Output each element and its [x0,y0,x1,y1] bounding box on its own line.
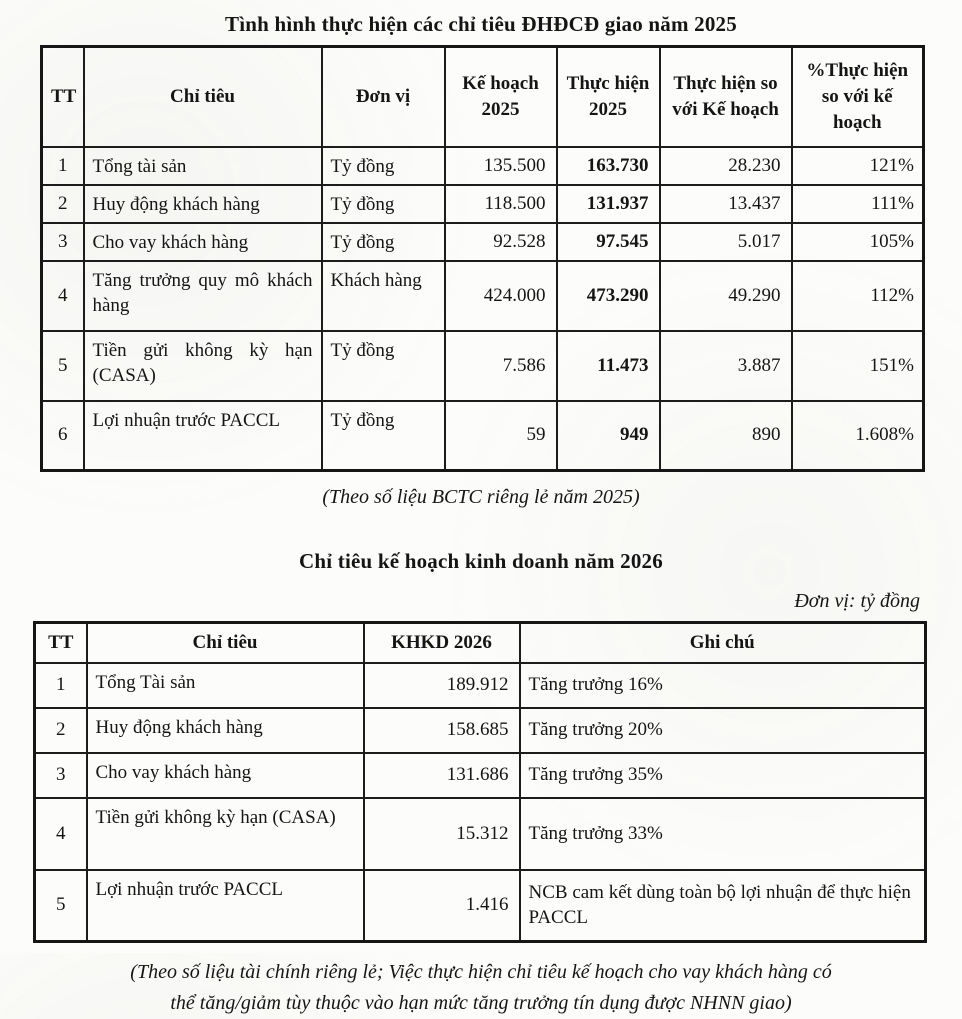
table-row [42,185,924,223]
table-row [35,708,926,753]
col-header-don-vi: Đơn vị [322,47,445,147]
row-index: 2 [35,708,87,753]
indicator-name: Huy động khách hàng [84,185,322,223]
plan-value: 7.586 [445,331,557,401]
delta-value: 28.230 [660,147,792,185]
targets-2025-table [40,45,925,472]
table1-source-note: (Theo số liệu BCTC riêng lẻ năm 2025) [322,486,640,508]
col-header-tt: TT [35,623,87,663]
col-header-tt: TT [42,47,84,147]
pct-value: 105% [792,223,924,261]
unit-cell: Tỷ đồng [322,401,445,471]
delta-value: 3.887 [660,331,792,401]
note-cell: NCB cam kết dùng toàn bộ lợi nhuận để thực hiện PACCL [520,870,926,942]
table-row [42,223,924,261]
note-cell: Tăng trưởng 35% [520,753,926,798]
unit-cell: Tỷ đồng [322,331,445,401]
delta-value: 890 [660,401,792,471]
delta-value: 5.017 [660,223,792,261]
plan-value: 15.312 [364,798,520,870]
row-index: 6 [42,401,84,471]
actual-value: 131.937 [557,185,660,223]
plan-value: 158.685 [364,708,520,753]
indicator-name: Tổng tài sản [84,147,322,185]
col-header-chi-tieu: Chỉ tiêu [87,623,364,663]
unit-cell: Tỷ đồng [322,223,445,261]
indicator-name: Lợi nhuận trước PACCL [84,401,322,471]
indicator-name: Tăng trưởng quy mô khách hàng [84,261,322,331]
pct-value: 121% [792,147,924,185]
plan-value: 189.912 [364,663,520,708]
indicator-name: Tổng Tài sản [87,663,364,708]
note-cell: Tăng trưởng 20% [520,708,926,753]
plan-value: 118.500 [445,185,557,223]
pct-value: 111% [792,185,924,223]
col-header-vs-ke-hoach: Thực hiện so với Kế hoạch [660,47,792,147]
row-index: 4 [35,798,87,870]
section1-title: Tình hình thực hiện các chỉ tiêu ĐHĐCĐ giao năm 2025 [225,12,737,36]
note-cell: Tăng trưởng 33% [520,798,926,870]
table2-footer-note [31,957,931,1019]
unit-cell: Tỷ đồng [322,185,445,223]
col-header-thuc-hien-2025: Thực hiện 2025 [557,47,660,147]
table-row [35,798,926,870]
table-row [35,870,926,942]
indicator-name: Huy động khách hàng [87,708,364,753]
plan-value: 59 [445,401,557,471]
actual-value: 163.730 [557,147,660,185]
actual-value: 97.545 [557,223,660,261]
pct-value: 112% [792,261,924,331]
table-row [42,331,924,401]
actual-value: 473.290 [557,261,660,331]
unit-cell: Khách hàng [322,261,445,331]
table-row [42,147,924,185]
col-header-ghi-chu: Ghi chú [520,623,926,663]
row-index: 5 [35,870,87,942]
table-header-row [35,623,926,663]
footer-note-line1: (Theo số liệu tài chính riêng lẻ; Việc thực hiện chỉ tiêu kế hoạch cho vay khách hàng có [130,961,832,983]
row-index: 5 [42,331,84,401]
actual-value: 11.473 [557,331,660,401]
table-row [35,753,926,798]
indicator-name: Lợi nhuận trước PACCL [87,870,364,942]
col-header-khkd-2026: KHKD 2026 [364,623,520,663]
table-row [35,663,926,708]
table-row [42,261,924,331]
row-index: 2 [42,185,84,223]
indicator-name: Cho vay khách hàng [84,223,322,261]
row-index: 1 [35,663,87,708]
delta-value: 13.437 [660,185,792,223]
plan-value: 92.528 [445,223,557,261]
plan-value: 131.686 [364,753,520,798]
row-index: 3 [42,223,84,261]
pct-value: 1.608% [792,401,924,471]
actual-value: 949 [557,401,660,471]
delta-value: 49.290 [660,261,792,331]
pct-value: 151% [792,331,924,401]
footer-note-line2: thể tăng/giảm tùy thuộc vào hạn mức tăng trưởng tín dụng được NHNN giao) [170,992,792,1014]
note-cell: Tăng trưởng 16% [520,663,926,708]
unit-note: Đơn vị: tỷ đồng [794,590,920,612]
indicator-name: Cho vay khách hàng [87,753,364,798]
col-header-ke-hoach-2025: Kế hoạch 2025 [445,47,557,147]
col-header-pct-vs-ke-hoach: %Thực hiện so với kế hoạch [792,47,924,147]
plan-value: 135.500 [445,147,557,185]
table-header-row [42,47,924,147]
row-index: 1 [42,147,84,185]
table-row [42,401,924,471]
section2-title: Chỉ tiêu kế hoạch kinh doanh năm 2026 [299,549,663,573]
row-index: 4 [42,261,84,331]
plan-value: 1.416 [364,870,520,942]
plan-2026-table [33,621,927,943]
plan-value: 424.000 [445,261,557,331]
row-index: 3 [35,753,87,798]
indicator-name: Tiền gửi không kỳ hạn (CASA) [87,798,364,870]
unit-cell: Tỷ đồng [322,147,445,185]
indicator-name: Tiền gửi không kỳ hạn (CASA) [84,331,322,401]
col-header-chi-tieu: Chỉ tiêu [84,47,322,147]
